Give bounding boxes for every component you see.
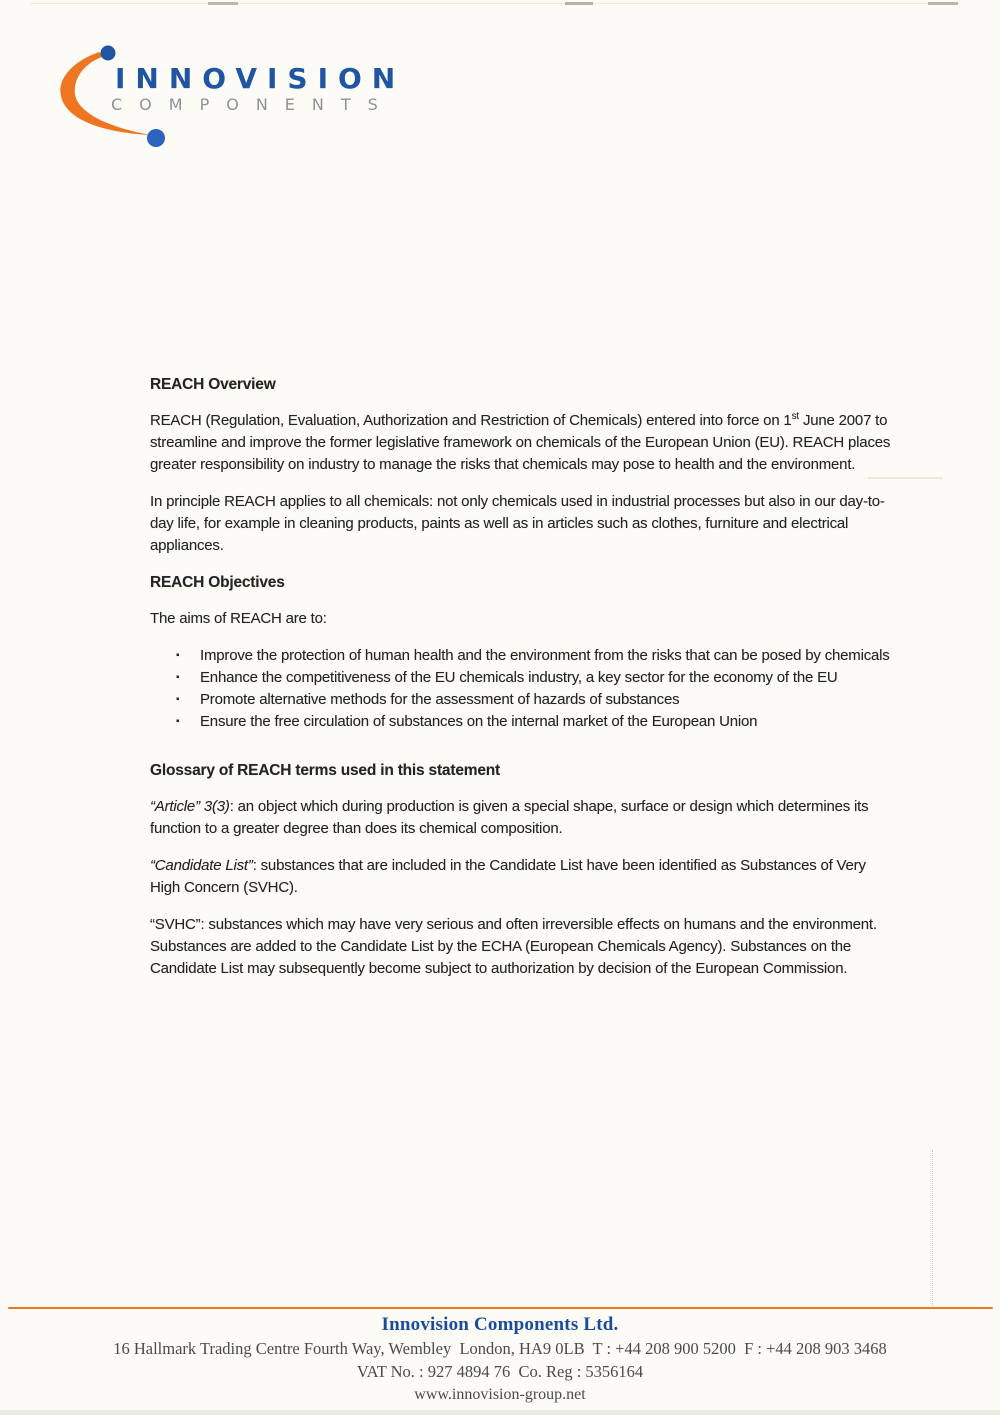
scan-artifact [932,1150,933,1306]
company-address: 16 Hallmark Trading Centre Fourth Way, Wembley London, HA9 0LB T : +44 208 900 5200 F : +44 208 903 3468 [113,1339,887,1358]
objectives-intro: The aims of REACH are to: [150,610,327,627]
objective-item: ▪ Ensure the free circulation of substances on the internal market of the European Union [150,711,892,732]
document-body [150,374,892,995]
glossary-term: “Article” 3(3) [150,798,230,815]
logo-bottom-dot-icon [147,129,165,147]
glossary-definition: : substances that are included in the Candidate List have been identified as Substances of Very High Concern (SVHC). [150,857,866,896]
brand-subtitle: COMPONENTS [111,95,395,114]
objective-item: ▪ Improve the protection of human health and the environment from the risks that can be posed by chemicals [150,645,892,666]
reach-objectives-heading: REACH Objectives [150,574,285,591]
glossary-definition: : an object which during production is given a special shape, surface or design which determines its function to a greater degree than does its chemical composition. [150,798,869,837]
scan-artifact [0,1410,1000,1415]
reach-intro-paragraph [150,410,892,476]
company-name: Innovision Components Ltd. [381,1314,619,1335]
objective-item: ▪ Enhance the competitiveness of the EU chemicals industry, a key sector for the economy of the EU [150,667,892,688]
glossary-heading: Glossary of REACH terms used in this statement [150,762,500,779]
glossary-term: “SVHC” [150,916,201,933]
company-website: www.innovision-group.net [414,1386,586,1403]
company-registration: VAT No. : 927 4894 76 Co. Reg : 5356164 [356,1362,644,1381]
brand-name: INNOVISION [115,62,406,95]
logo-top-dot-icon [101,46,116,61]
objective-item: ▪ Promote alternative methods for the assessment of hazards of substances [150,689,892,710]
reach-scope-paragraph: In principle REACH applies to all chemicals: not only chemicals used in industrial processes but also in our day-to-day life, for example in cleaning products, paints as well as in articles such as clothes, furniture and electrical appliances. [150,493,885,554]
glossary-entry-article [150,796,892,840]
scan-artifact [208,2,238,5]
footer-divider [8,1307,993,1309]
superscript-st: st [791,411,799,422]
scan-artifact [30,3,960,4]
paragraph-text: REACH (Regulation, Evaluation, Authorization and Restriction of Chemicals) entered into force on 1 [150,412,792,429]
glossary-definition: : substances which may have very serious and often irreversible effects on humans and the environment. Substances are added to the Candidate List by the ECHA (European Chemicals Agency). Substances on the Candidate List may subsequently become subject to authorization by decision of the European Commission. [150,916,877,977]
company-logo [55,42,420,160]
glossary-term: “Candidate List” [150,857,253,874]
footer [0,1313,1000,1406]
objectives-list [150,645,892,732]
glossary-entry-candidate-list [150,855,892,899]
reach-overview-heading: REACH Overview [150,376,276,393]
paragraph-text: June 2007 to streamline and improve the former legislative framework on chemicals of the European Union (EU). REACH places greater responsibility on industry to manage the risks that chemicals may pose to health and the environment. [150,412,891,473]
glossary-entry-svhc [150,914,892,980]
scan-artifact [928,2,958,5]
scan-artifact [565,2,593,5]
